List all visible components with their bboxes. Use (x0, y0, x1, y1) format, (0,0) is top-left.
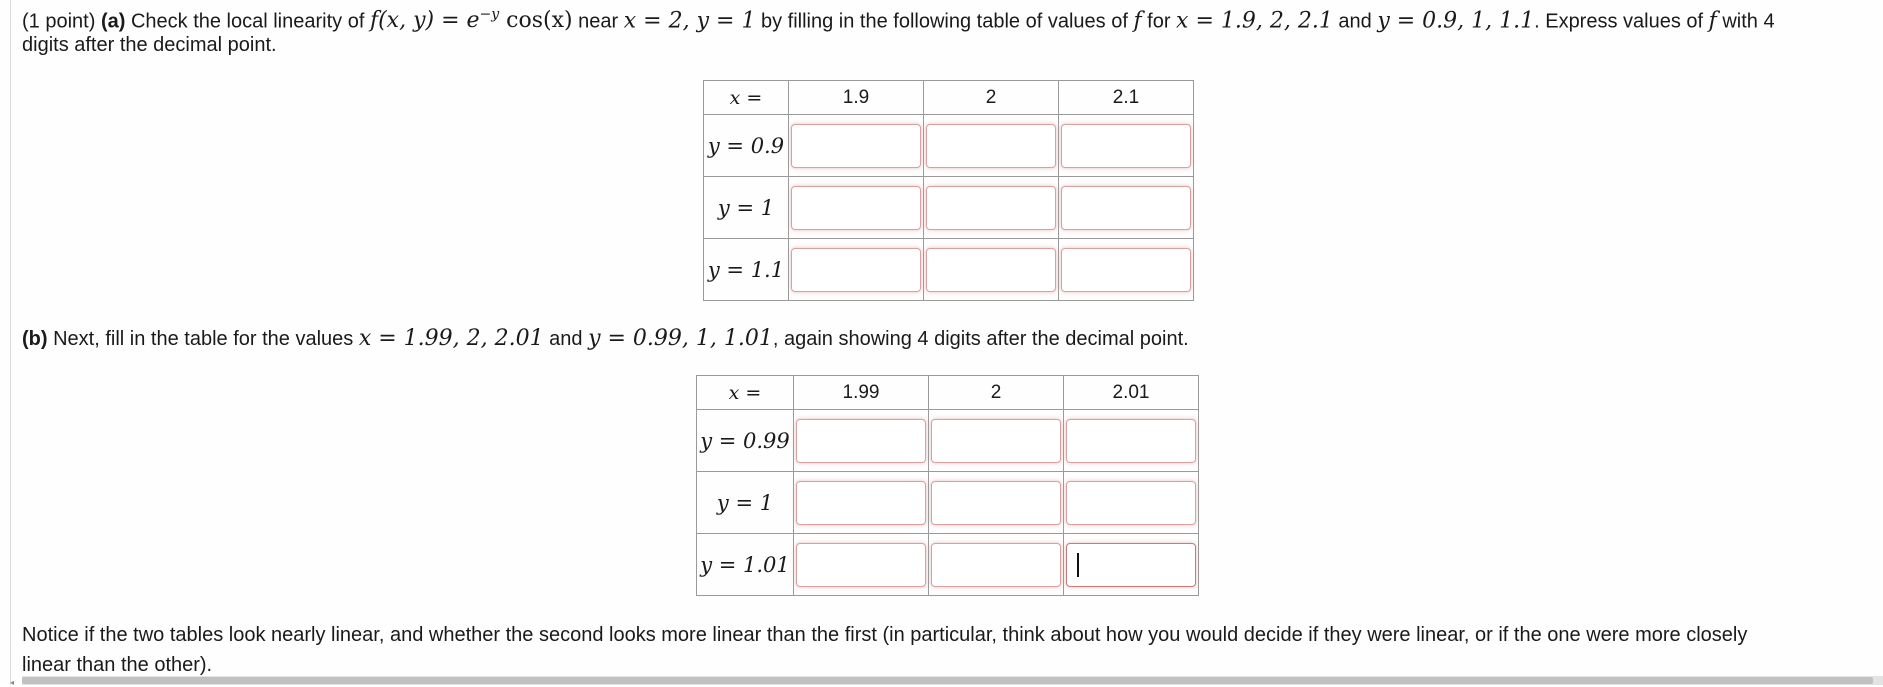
function-exponent: −y (479, 7, 500, 23)
table-a-row-label: y = 1.1 (704, 239, 789, 301)
scrollbar-thumb[interactable] (22, 677, 1873, 684)
table-b-cell (794, 534, 929, 596)
table-row (704, 239, 1194, 301)
part-b-text3: , again showing 4 digits after the decimal point. (772, 328, 1189, 350)
part-a-text2: near (572, 10, 624, 33)
part-b-text2: and (543, 328, 589, 350)
answer-input-a-r3-c1[interactable] (791, 248, 921, 292)
answer-input-a-r1-c2[interactable] (926, 124, 1056, 168)
table-a-col-header: 2 (924, 81, 1059, 115)
table-a-cell (789, 239, 924, 301)
table-b-cell (1064, 410, 1199, 472)
left-border (10, 0, 11, 685)
point-expression: x = 2, y = 1 (623, 8, 756, 34)
f-symbol-2: f (1708, 8, 1717, 34)
answer-input-a-r3-c2[interactable] (926, 248, 1056, 292)
answer-input-a-r3-c3[interactable] (1061, 248, 1191, 292)
table-row (704, 115, 1194, 177)
scroll-left-arrow-icon[interactable]: ◂ (10, 678, 15, 687)
table-b-cell (1064, 534, 1199, 596)
part-b-label: (b) (22, 328, 48, 350)
function-equals: = (434, 8, 467, 34)
table-row (697, 534, 1199, 596)
answer-input-b-r1-c1[interactable] (796, 419, 926, 463)
table-b-header-row (697, 376, 1199, 410)
table-row (697, 410, 1199, 472)
table-a-cell (1059, 115, 1194, 177)
y-values-b: y = 0.99, 1, 1.01 (588, 326, 773, 351)
answer-input-a-r1-c3[interactable] (1061, 124, 1191, 168)
answer-input-a-r2-c2[interactable] (926, 186, 1056, 230)
part-a-line2: digits after the decimal point. (22, 34, 277, 56)
table-a-header-row (704, 81, 1194, 115)
part-a-text1: Check the local linearity of (125, 10, 370, 33)
table-b-cell (1064, 472, 1199, 534)
answer-input-a-r2-c3[interactable] (1061, 186, 1191, 230)
table-b-corner: x = (697, 376, 794, 410)
notice-line2: linear than the other). (22, 654, 213, 676)
function-definition (370, 8, 573, 33)
table-b-cell (929, 410, 1064, 472)
table-a-cell (789, 177, 924, 239)
part-b-text1: Next, fill in the table for the values (47, 328, 359, 350)
table-row (697, 472, 1199, 534)
answer-input-b-r1-c2[interactable] (931, 419, 1061, 463)
table-a-col-header: 2.1 (1059, 81, 1194, 115)
table-a-cell (924, 177, 1059, 239)
table-b-cell (794, 410, 929, 472)
text-caret (1077, 553, 1079, 577)
table-a-cell (924, 239, 1059, 301)
x-values-b: x = 1.99, 2, 2.01 (358, 326, 544, 351)
table-b-col-header: 2 (929, 376, 1064, 410)
table-a-row-label: y = 0.9 (704, 115, 789, 177)
answer-input-b-r3-c2[interactable] (931, 543, 1061, 587)
part-a-text3: by filling in the following table of values of (755, 10, 1134, 33)
table-b-cell (794, 472, 929, 534)
table-b-col-header: 2.01 (1064, 376, 1199, 410)
table-b-cell (929, 472, 1064, 534)
function-lhs: f(x, y) (369, 8, 435, 34)
part-a-text6: . Express values of (1534, 10, 1709, 33)
table-a-col-header: 1.9 (789, 81, 924, 115)
answer-input-b-r2-c1[interactable] (796, 481, 926, 525)
answer-input-a-r1-c1[interactable] (791, 124, 921, 168)
part-b-text (22, 324, 1189, 354)
table-b-cell (929, 534, 1064, 596)
answer-input-a-r2-c1[interactable] (791, 186, 921, 230)
horizontal-scrollbar[interactable] (22, 676, 1883, 685)
function-base: e (466, 8, 480, 34)
table-b (696, 375, 1199, 596)
table-b-col-header: 1.99 (794, 376, 929, 410)
answer-input-b-r2-c2[interactable] (931, 481, 1061, 525)
table-a (703, 80, 1194, 301)
part-a-text (22, 0, 1872, 36)
table-a-cell (789, 115, 924, 177)
f-symbol: f (1133, 8, 1142, 34)
table-row (704, 177, 1194, 239)
part-a-text4: for (1141, 10, 1177, 33)
table-b-row-label: y = 0.99 (697, 410, 794, 472)
part-a-text5: and (1332, 10, 1378, 33)
notice-line1: Notice if the two tables look nearly linear, and whether the second looks more linear than the first (in particular, think about how you would decide if they were linear, or if the one were more closely (22, 624, 1748, 646)
part-a-text7: with 4 (1716, 10, 1775, 33)
points-label: (1 point) (22, 10, 96, 33)
x-values-a: x = 1.9, 2, 2.1 (1176, 8, 1333, 34)
table-b-row-label: y = 1 (697, 472, 794, 534)
table-a-cell (924, 115, 1059, 177)
function-rest: cos(x) (499, 8, 573, 34)
table-a-row-label: y = 1 (704, 177, 789, 239)
part-a-label: (a) (100, 10, 126, 33)
answer-input-b-r1-c3[interactable] (1066, 419, 1196, 463)
table-b-row-label: y = 1.01 (697, 534, 794, 596)
table-a-cell (1059, 239, 1194, 301)
answer-input-b-r3-c3[interactable] (1066, 543, 1196, 587)
answer-input-b-r3-c1[interactable] (796, 543, 926, 587)
table-a-cell (1059, 177, 1194, 239)
answer-input-b-r2-c3[interactable] (1066, 481, 1196, 525)
y-values-a: y = 0.9, 1, 1.1 (1377, 8, 1535, 34)
table-a-corner: x = (704, 81, 789, 115)
